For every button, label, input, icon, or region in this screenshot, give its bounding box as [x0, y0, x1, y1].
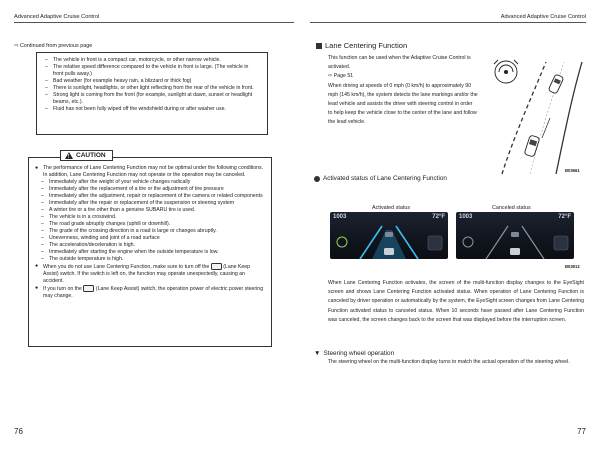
warning-triangle-icon: !: [65, 152, 73, 159]
figure-id: B03661: [565, 168, 580, 173]
list-item: – Immediately after the adjustment, repair or replacement of the camera or related components: [41, 193, 263, 199]
activated-status-body: When Lane Centering Function activates, the screen of the multi-function display changes to the EyeSight screen and shows Lane Centering Function activated status. When operation of Lane Centering Function is canceled by driver operation or automatically by the system, the EyeSight screen changes from Lane Centering Function activated status to canceled status. When 10 seconds have passed after Lane Centering Function was canceled, the screen changes back to the screen that was displayed before the interruption screen.: [328, 280, 584, 323]
steering-body: The steering wheel on the multi-function display turns to match the actual operation of the steering wheel.: [328, 359, 570, 365]
figure-id: B03912: [565, 264, 580, 269]
lane-keep-assist-switch-icon: [83, 285, 94, 292]
list-item: – Strong light is coming from the front (for example, sunlight at dawn, sunset or headlight beams, etc.).: [45, 92, 253, 105]
canceled-status-screen: [456, 212, 574, 259]
intro-paragraph-2: When driving at speeds of 0 mph (0 km/h) to approximately 90 mph (145 km/h), the system detects the lane markings and/or the lead vehicle and assists the driver with steering control in order to help keep the vehicle close to the center of the lane and follow the lead vehicle.: [328, 82, 478, 126]
list-item: – The vehicle is in a crosswind.: [41, 214, 117, 220]
steering-wheel-icon: [337, 237, 347, 247]
caption-canceled: Canceled status: [492, 205, 531, 211]
own-vehicle: [524, 135, 540, 157]
steering-wheel-icon: [463, 237, 473, 247]
lane-line-right: [522, 226, 544, 259]
list-item: – Immediately after the repair or replacement of the suspension or steering system: [41, 200, 235, 206]
right-running-header: Advanced Adaptive Cruise Control: [500, 14, 586, 20]
odometer-readout: 1003: [459, 214, 473, 220]
caution-bullet: ● When you do not use Lane Centering Function, make sure to turn off the (Lane Keep Assist) switch. If the switch is left on, the function may operate unexpectedly, causing an accident.: [35, 263, 251, 284]
steering-heading: ▼ Steering wheel operation: [314, 350, 395, 357]
list-item: – The outside temperature is high.: [41, 256, 124, 262]
odometer-readout: 1003: [333, 214, 347, 220]
activated-status-heading: Activated status of Lane Centering Function: [314, 175, 447, 182]
left-page-number: 76: [14, 427, 23, 436]
own-vehicle-icon: [510, 248, 520, 255]
page-reference-link[interactable]: ⇨ Page 51: [328, 73, 354, 80]
list-item: – The acceleration/deceleration is high.: [41, 242, 135, 248]
caution-bullet: ● If you turn on the (Lane Keep Assist) switch, the operation power of electric power steering may change.: [35, 284, 264, 299]
triangle-marker-icon: ▼: [314, 350, 321, 357]
temperature-readout: 72°F: [432, 214, 445, 220]
temperature-readout: 72°F: [558, 214, 571, 220]
caution-content: [35, 165, 265, 300]
activated-status-screen: [330, 212, 448, 259]
section-square-icon: [316, 43, 322, 49]
continued-from-previous-page: ⇨ Continued from previous page: [14, 43, 93, 49]
lead-vehicle: [548, 74, 564, 94]
list-item: – The grade of the crossing direction in a road is large or changes abruptly.: [41, 228, 217, 234]
list-item: – Immediately after the replacement of a tire or the adjustment of tire pressure: [41, 186, 224, 192]
list-item: – Unevenness, winding and joint of a road surface: [41, 235, 160, 241]
lead-vehicle-icon: [385, 232, 393, 237]
list-item: – The road grade abruptly changes (uphill or downhill).: [41, 221, 171, 227]
right-page-number: 77: [577, 427, 586, 436]
bullet-circle-icon: [314, 176, 320, 182]
lane-keep-assist-switch-icon: [211, 263, 222, 270]
caption-activated: Activated status: [372, 205, 411, 211]
caution-label: [60, 150, 113, 161]
caution-label-text: CAUTION: [76, 152, 106, 159]
list-item: – The relative speed difference compared to the vehicle in front is large. (The vehicle in front pulls away.): [45, 64, 249, 77]
lane-centering-illustration: [484, 56, 588, 176]
conditions-box: [36, 52, 268, 135]
list-item: – Fluid has not been fully wiped off the windshield during or after washer use.: [45, 106, 226, 112]
list-item: – Immediately after the weight of your vehicle changes radically: [41, 179, 191, 185]
intro-text: [328, 54, 478, 128]
own-vehicle-icon: [384, 248, 394, 255]
list-item: – Immediately after starting the engine when the outside temperature is low.: [41, 249, 219, 255]
list-item: – Bad weather (for example heavy rain, a blizzard or thick fog): [45, 78, 192, 84]
lane-line-left: [486, 226, 508, 259]
left-running-header: Advanced Adaptive Cruise Control: [14, 14, 100, 20]
right-header-rule: [310, 22, 586, 23]
list-item: – There is sunlight, headlights, or other light reflecting from the rear of the vehicle in front.: [45, 85, 254, 91]
conditions-list: [45, 57, 259, 113]
section-title: Lane Centering Function: [316, 41, 407, 50]
left-header-rule: [14, 22, 294, 23]
caution-box: [28, 157, 272, 347]
list-item: – The vehicle in front is a compact car, motorcycle, or other narrow vehicle.: [45, 57, 221, 63]
lead-vehicle-icon: [511, 232, 519, 237]
intro-paragraph-1: This function can be used when the Adaptive Cruise Control is activated.: [328, 55, 471, 71]
caution-bullet: ● The performance of Lane Centering Function may not be optimal under the following conditions. In addition, Lane Centering Function may not operate or the operation may be canceled.: [35, 165, 264, 178]
list-item: – A winter tire or a tire other than a genuine SUBARU tire is used.: [41, 207, 196, 213]
